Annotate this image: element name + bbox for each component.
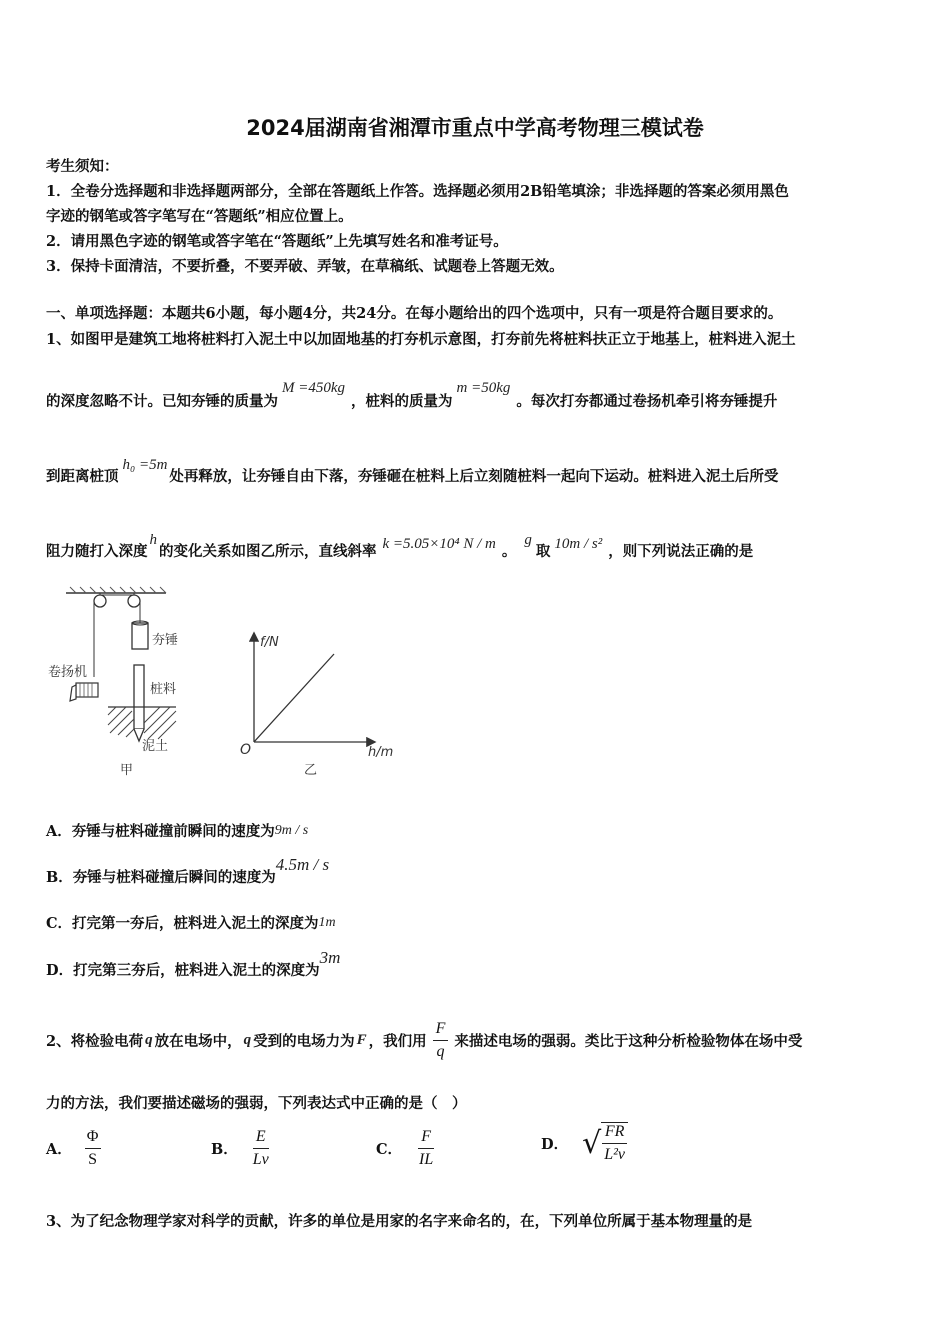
q2-field-fraction: $\frac{F}{q}$ (433, 1020, 449, 1060)
notice-item-2: 2．请用黑色字迹的钢笔或答字笔在“答题纸”上先填写姓名和准考证号。 (46, 233, 508, 250)
q1-text: 阻力随打入深度 (46, 543, 148, 560)
q1-height: h₀ =5m (122, 457, 168, 473)
label-hammer: 夯锤 (152, 633, 179, 648)
notice-item-3: 3．保持卡面清洁，不要折叠，不要弄破、弄皱，在草稿纸、试题卷上答题无效。 (46, 258, 564, 275)
x-axis-label: h/m (368, 745, 394, 760)
q1-mass-pile: m =50kg (456, 380, 511, 396)
q1-option-c[interactable] (46, 912, 336, 933)
ceiling-hatch (70, 587, 166, 593)
q2-option-d[interactable] (541, 1124, 628, 1163)
q2-text: 2、将检验电荷 (46, 1032, 144, 1050)
notice-item-1-cont: 字迹的钢笔或答字笔写在“答题纸”相应位置上。 (46, 208, 353, 225)
q1-text: 。 (501, 543, 517, 560)
origin-label: O (240, 742, 252, 758)
pile-body (134, 665, 144, 729)
q2-charge: q (243, 1031, 252, 1048)
q1-text: 处再释放，让夯锤自由下落，夯锤砸在桩料上后立刻随桩料一起向下运动。桩料进入泥土后所受 (169, 468, 779, 485)
notice-item-1: 1．全卷分选择题和非选择题两部分，全部在答题纸上作答。选择题必须用2B铅笔填涂；非选择题的答案必须用黑色 (46, 183, 789, 200)
q2-text: 受到的电场力为 (253, 1032, 355, 1050)
q2-text: 放在电场中， (154, 1032, 242, 1050)
option-label: C． (376, 1140, 403, 1158)
option-text: A．夯锤与桩料碰撞前瞬间的速度为 (46, 823, 275, 840)
q1-text: 到距离桩顶 (46, 468, 119, 485)
q2-force: F (356, 1031, 367, 1048)
label-pile: 桩料 (150, 682, 177, 697)
q1-text: 。每次打夯都通过卷扬机牵引将夯锤提升 (516, 393, 778, 410)
page-title: 2024届湖南省湘潭市重点中学高考物理三模试卷 (246, 116, 704, 140)
q1-text: 取 (535, 543, 551, 560)
hammer-block (132, 623, 148, 649)
option-fraction: $\frac{\Phi}{S}$ (84, 1128, 102, 1168)
option-fraction: $\frac{FR}{\text{L²v}}$ (601, 1122, 628, 1163)
q1-line-1: 1、如图甲是建筑工地将桩料打入泥土中以加固地基的打夯机示意图，打夯前先将桩料扶正立于地基上，桩料进入泥土 (46, 331, 796, 348)
sqrt-icon: √ (582, 1125, 602, 1161)
q1-line-3 (46, 457, 779, 486)
q1-text: 的深度忽略不计。已知夯锤的质量为 (46, 393, 278, 410)
label-mud: 泥土 (142, 739, 169, 754)
q2-option-a[interactable] (46, 1128, 101, 1168)
notice-heading: 考生须知： (46, 158, 119, 175)
label-winch: 卷扬机 (48, 665, 88, 680)
option-fraction: $\frac{F}{IL}$ (419, 1128, 434, 1168)
q1-g: g (524, 532, 532, 548)
option-label: A． (46, 1140, 72, 1158)
option-value: 3m (319, 948, 341, 967)
option-text: B．夯锤与桩料碰撞后瞬间的速度为 (46, 869, 276, 886)
q2-line-2: 力的方法，我们要描述磁场的强弱，下列表达式中正确的是（ ） (46, 1095, 467, 1112)
q2-text: 来描述电场的强弱。类比于这种分析检验物体在场中受 (454, 1032, 803, 1050)
caption-yi: 乙 (304, 763, 318, 778)
winch-base (70, 685, 76, 701)
section-heading: 一、单项选择题：本题共6小题，每小题4分，共24分。在每小题给出的四个选项中，只有一项是符合题目要求的。 (46, 305, 783, 322)
q1-option-d[interactable] (46, 948, 341, 980)
option-value: 9m / s (274, 823, 309, 838)
option-text: D．打完第三夯后，桩料进入泥土的深度为 (46, 962, 320, 979)
q2-option-c[interactable] (376, 1128, 436, 1168)
q1-text: ，桩料的质量为 (351, 393, 453, 410)
caption-jia: 甲 (120, 763, 134, 778)
pulley-right (128, 595, 140, 607)
force-line (254, 654, 334, 742)
q1-g-value: 10m / s² (554, 536, 603, 552)
q1-mass-hammer: M =450kg (282, 380, 346, 396)
q2-text: ，我们用 (368, 1032, 427, 1050)
figure-pile-driver (44, 585, 214, 780)
q1-slope: k =5.05×10⁴ N / m (382, 536, 496, 552)
option-text: C．打完第一夯后，桩料进入泥土的深度为 (46, 915, 319, 932)
option-label: B． (211, 1140, 238, 1158)
q2-line-1 (46, 1020, 802, 1060)
option-value: 4.5m / s (275, 855, 330, 874)
q3-line-1: 3、为了纪念物理学家对科学的贡献，许多的单位是用家的名字来命名的，在，下列单位所属于基本物理量的是 (46, 1213, 753, 1230)
q2-charge: q (145, 1031, 153, 1048)
q1-text: ，则下列说法正确的是 (608, 543, 754, 560)
q1-option-a[interactable] (46, 820, 308, 841)
q1-line-2 (46, 380, 778, 411)
q1-line-4 (46, 532, 754, 561)
q1-depth-var: h (149, 532, 157, 548)
q1-text: 的变化关系如图乙所示，直线斜率 (159, 543, 377, 560)
option-label: D． (541, 1136, 569, 1154)
option-fraction: $\frac{E}{Lv}$ (252, 1128, 269, 1168)
figure-force-depth-graph (234, 628, 404, 778)
q2-option-b[interactable] (211, 1128, 272, 1168)
y-axis-label: f/N (260, 635, 279, 650)
winch-drum (76, 683, 98, 697)
q1-option-b[interactable] (46, 855, 330, 887)
pulley-left (94, 595, 106, 607)
option-value: 1m (318, 915, 336, 930)
